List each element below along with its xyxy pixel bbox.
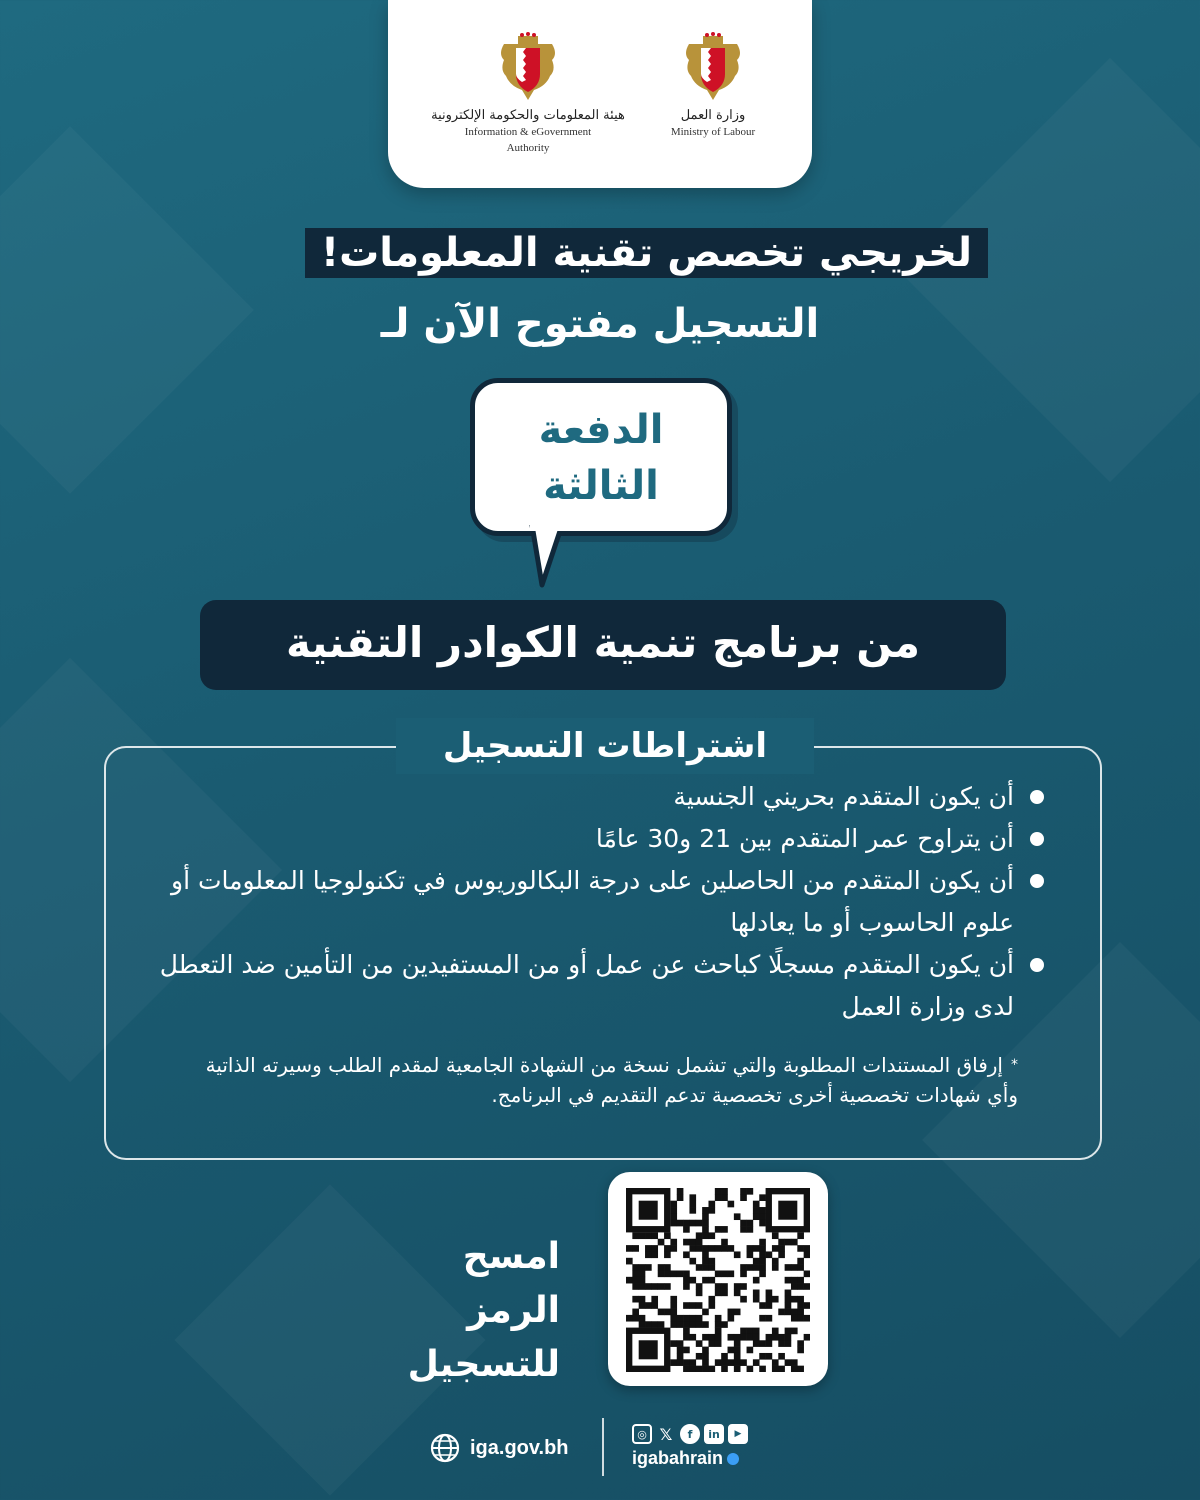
- requirement-item: [134, 860, 1014, 944]
- headline-line2: التسجيل مفتوح الآن لـ: [380, 301, 820, 347]
- social-handle[interactable]: [632, 1448, 748, 1469]
- headline-line1: لخريجي تخصص تقنية المعلومات!: [305, 228, 988, 278]
- mol-logo: [638, 30, 788, 139]
- website-url[interactable]: iga.gov.bh: [470, 1436, 569, 1459]
- x-icon[interactable]: 𝕏: [659, 1424, 673, 1444]
- scan-instruction-line1: امسح الرمز: [462, 1236, 560, 1331]
- facebook-icon[interactable]: f: [680, 1424, 700, 1444]
- requirement-text: أن يكون المتقدم من الحاصلين على درجة البكالوريوس في تكنولوجيا المعلومات أو علوم الحاسوب أو ما يعادلها: [171, 866, 1014, 937]
- bullet-icon: [1030, 832, 1044, 846]
- bullet-icon: [1030, 958, 1044, 972]
- bullet-icon: [1030, 874, 1044, 888]
- youtube-icon[interactable]: ▶: [728, 1424, 748, 1444]
- note-text: إرفاق المستندات المطلوبة والتي تشمل نسخة من الشهادة الجامعية لمقدم الطلب وسيرته الذاتية وأي شهادات تخصصية أخرى تخصصية تدعم التقديم في البرنامج.: [205, 1053, 1018, 1107]
- instagram-icon[interactable]: ◎: [632, 1424, 652, 1444]
- website-link[interactable]: [430, 1432, 569, 1464]
- requirement-text: أن يكون المتقدم بحريني الجنسية: [673, 782, 1014, 811]
- footer-divider: [602, 1418, 604, 1476]
- mol-arabic-name: وزارة العمل: [680, 108, 746, 123]
- program-banner: من برنامج تنمية الكوادر التقنية: [200, 600, 1006, 690]
- social-links: [632, 1424, 748, 1469]
- requirement-text: أن يكون المتقدم مسجلًا كباحث عن عمل أو من المستفيدين من التأمين ضد التعطل لدى وزارة العمل: [159, 950, 1014, 1021]
- qr-code-icon[interactable]: [626, 1188, 810, 1372]
- logo-card: [388, 0, 812, 188]
- iga-logo: [428, 30, 628, 155]
- requirement-item: [134, 776, 1014, 818]
- qr-code-card[interactable]: [608, 1172, 828, 1386]
- requirement-item: [134, 818, 1014, 860]
- requirements-title: اشتراطات التسجيل: [396, 718, 814, 774]
- verified-badge-icon: [727, 1453, 739, 1465]
- social-handle-text[interactable]: igabahrain: [632, 1448, 724, 1468]
- iga-english-name-line2: Authority: [506, 142, 550, 154]
- cohort-label: [470, 402, 732, 514]
- scan-instruction: [360, 1230, 560, 1392]
- cohort-label-line2: الثالثة: [543, 463, 659, 509]
- cohort-label-line1: الدفعة: [538, 407, 664, 453]
- bahrain-emblem-icon: [496, 30, 560, 102]
- linkedin-icon[interactable]: in: [704, 1424, 724, 1444]
- bahrain-emblem-icon: [681, 30, 745, 102]
- requirements-list: [134, 776, 1014, 1028]
- bullet-icon: [1030, 790, 1044, 804]
- requirement-item: [134, 944, 1014, 1028]
- mol-english-name: Ministry of Labour: [670, 126, 756, 138]
- iga-arabic-name: هيئة المعلومات والحكومة الإلكترونية: [431, 108, 625, 123]
- globe-icon: [430, 1433, 460, 1463]
- scan-instruction-line2: للتسجيل: [407, 1344, 560, 1385]
- iga-english-name: Information & eGovernment: [464, 126, 592, 138]
- requirement-text: أن يتراوح عمر المتقدم بين 21 و30 عامًا: [595, 824, 1014, 853]
- note-asterisk: *: [1011, 1057, 1018, 1073]
- speech-bubble-tail: [528, 525, 568, 589]
- requirements-note: [178, 1050, 1018, 1110]
